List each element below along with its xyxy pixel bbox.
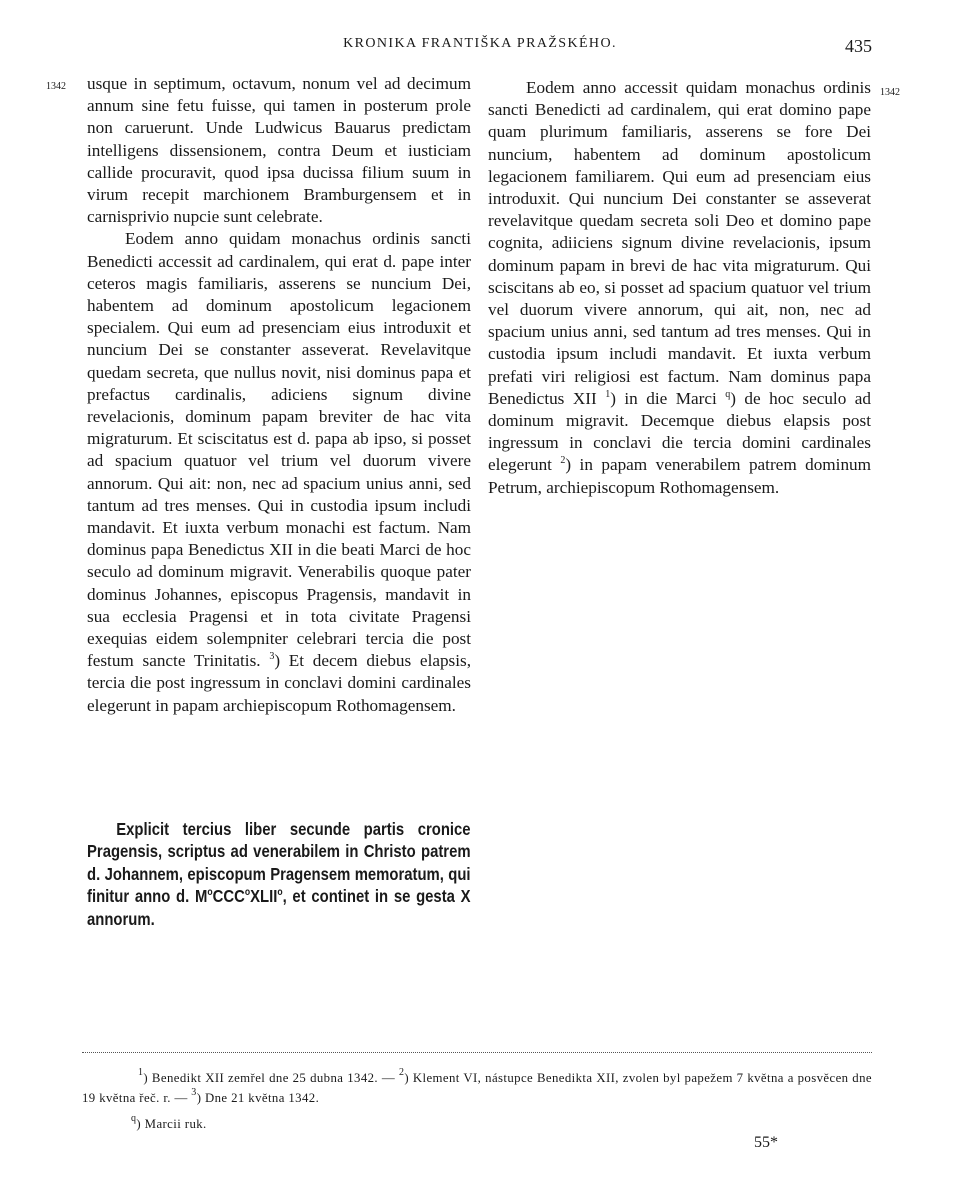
explicit-paragraph <box>87 818 471 930</box>
footnote-3-marker: 3 <box>191 1087 197 1098</box>
footnotes-block <box>82 1068 872 1108</box>
footnote-variant <box>131 1114 531 1134</box>
explicit-sup-2: o <box>244 887 251 899</box>
left-paragraph-1: usque in septimum, octavum, nonum vel ad decimum annum sine fetu fuisse, qui tamen in posterum prole non caruerunt. Unde Ludwicus Bauarus predictam intelligens dissensionem, contra Deum et iusticiam callide procuravit, quod ipsa ducissa filium suum in virum recepit marchionem Bramburgensem et in carnisprivio nupcie sunt celebrate. <box>87 74 471 227</box>
right-column <box>488 77 871 499</box>
footnote-ref-1: 1 <box>605 388 611 400</box>
left-paragraph-2 <box>87 228 471 716</box>
margin-year-right: 1342 <box>880 87 900 98</box>
right-text-a: Eodem anno accessit quidam monachus ordinis sancti Benedicti ad cardinalem, qui erat domino pape quam plurimum familiaris, asserens se fore Dei nuncium, habentem ad dominum apostolicum legacionem familiarem. Qui eum ad presenciam eius introduxit. Qui nuncium Dei constanter se asseverat revelavitque quedam secreta soli Deo et domino pape cognita, adiiciens signum divine revelacionis, ipsum dominum papam in brevi de hac vita migraturum. Qui sciscitans ab eo, si posset ad spacium quatuor vel trium vel duorum vivere annorum, qui ait, non, nec ad spacium unius anni, sed tantum ad tres menses. Qui in custodia ipsum includi mandavit. Et iuxta verbum prefati viri religiosi est factum. Nam dominus papa Benedictus XII <box>488 78 871 408</box>
explicit-text-a: Explicit tercius liber secunde partis cronice Pragensis, scriptus ad venerabilem in Christo patrem d. Johannem, episcopum Pragensem memoratum, qui finitur anno d. M <box>87 819 471 907</box>
explicit-text-b: CCC <box>212 886 245 907</box>
explicit-text-c: XLII <box>250 886 278 907</box>
footnote-divider <box>82 1052 872 1053</box>
footnote-3-text: ) Dne 21 května 1342. <box>196 1091 320 1105</box>
explicit-sup-1: o <box>207 887 213 899</box>
running-head <box>80 36 880 58</box>
footnote-1-marker: 1 <box>138 1067 144 1078</box>
right-text-b: ) in die Marci <box>610 388 717 408</box>
right-paragraph <box>488 77 871 499</box>
footnote-2-text: ) Klement VI, nástupce Benedikta XII, zvolen byl papežem 7 května a posvěcen dne 19 května řeč. r. — <box>82 1071 872 1105</box>
running-title: KRONIKA FRANTIŠKA PRAŽSKÉHO. <box>343 36 617 51</box>
left-paragraph-2-text-b: ) Et decem diebus elapsis, tercia die post ingressum in conclavi domini cardinales elegerunt in papam archiepiscopum Rothomagensem. <box>87 651 472 715</box>
left-paragraph-2-text-a: Eodem anno quidam monachus ordinis sancti Benedicti accessit ad cardinalem, qui erat d. pape inter ceteros magis familiaris, asserens se nuncium Dei, habentem ad dominum apostolicum legacionem specialem. Qui eum ad presenciam eius introduxit et nuncium Dei se constanter asseverat. Revelavitque quedam secreta, que nullus novit, nisi dominus papa et prefactus cardinalis, adiciens signum divine revelacionis, dominum papam breviter de hac vita migraturum. Et sciscitatus est d. papa ab ipso, si posset ad spacium quatuor vel trium vel duorum vivere annorum. Qui ait: non, nec ad spacium unius anni, sed tantum ad tres menses. Qui in custodia ipsum includi mandavit. Et iuxta verbum monachi est factum. Nam dominus papa Benedictus XII in die beati Marci de hoc seculo ad dominum migravit. Venerabilis quoque pater dominus Johannes, episcopus Pragensis, mandavit in sua ecclesia Pragensi et in tota civitate Pragensi exequias eidem solempniter celebrari tercia die post festum sancte Trinitatis. <box>87 229 471 671</box>
page-number: 435 <box>845 36 872 56</box>
footnote-q-marker: q <box>131 1113 137 1124</box>
footnote-q-text: ) Marcii ruk. <box>136 1117 207 1131</box>
left-column <box>87 73 471 717</box>
footnote-ref-q: q <box>725 388 731 400</box>
margin-year-left: 1342 <box>46 81 66 92</box>
signature-mark: 55* <box>754 1134 778 1151</box>
right-text-c: ) de hoc seculo ad dominum migravit. Decemque diebus elapsis post ingressum in conclavi die tercia domini cardinales elegerunt <box>488 388 871 475</box>
footnote-ref-2: 2 <box>560 455 566 467</box>
footnote-1-text: ) Benedikt XII zemřel dne 25 dubna 1342. — <box>143 1071 396 1085</box>
explicit-sup-3: o <box>277 887 283 899</box>
explicit-text-d: , et continet in se gesta X annorum. <box>87 886 471 929</box>
right-text-d: ) in papam venerabilem patrem dominum Petrum, archiepiscopum Rothomagensem. <box>488 455 872 497</box>
explicit-colophon <box>87 818 471 930</box>
footnote-2-marker: 2 <box>398 1067 405 1078</box>
footnote-ref-3: 3 <box>269 651 275 663</box>
